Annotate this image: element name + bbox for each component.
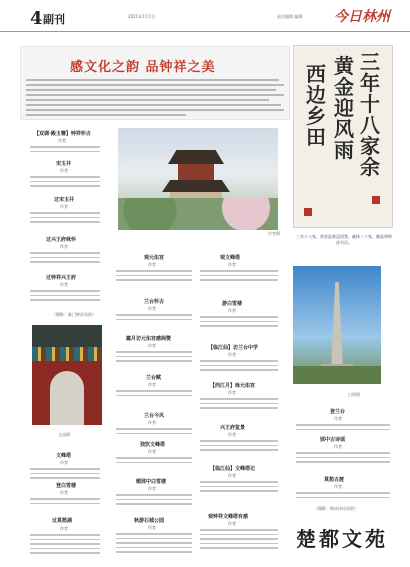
poem-title: 秋游石城公园 (134, 518, 165, 524)
newspaper-logo: 今日林州 (334, 9, 390, 25)
poem-author: 作者 (148, 525, 156, 530)
poem-title: 兴王府览景 (220, 425, 246, 431)
poem-author: 作者 (228, 390, 236, 395)
page-number: 4 (30, 8, 43, 29)
poem-title: 过莫愁湖 (52, 518, 73, 524)
poem-title: 莫愁古渡 (324, 477, 345, 483)
poem-title: 【西江月】咏元佑宫 (210, 383, 256, 389)
poem-author: 作者 (228, 521, 236, 526)
column-brand-title: 楚都文苑 (296, 527, 388, 551)
poem-title: 【临江仙】文峰塔记 (210, 466, 256, 472)
calligraphy-caption: 三年十八家，黄金迎着浸渍我。颜体三十家，颇是辨钟祥书法。 (296, 234, 392, 245)
poem-author: 作者 (148, 420, 156, 425)
poem-title: 兰台今风 (144, 413, 165, 419)
seal-mark (304, 208, 312, 216)
poem-title: 题郢中白雪楼 (136, 479, 167, 485)
photo-source-note: （摄影：钟祥诗词采供） (314, 506, 358, 511)
poem-author: 作者 (334, 444, 342, 449)
poem-title: 登兰台 (330, 409, 346, 415)
poem-title: 郢中古诗谣 (320, 437, 346, 443)
poem-author: 作者 (228, 262, 236, 267)
poem-author: 作者 (148, 306, 156, 311)
edit-info: 责任编辑 编辑 (277, 14, 303, 19)
poem-author: 作者 (148, 449, 156, 454)
poem-author: 作者 (148, 382, 156, 387)
poem-author: 作者 (334, 416, 342, 421)
poem-title: 宋玉井 (56, 161, 72, 167)
poem-title: 露月访元佑宫感阁赞 (126, 336, 172, 342)
poem-title: 观文峰塔 (220, 255, 241, 261)
poem-title: 登白雪楼 (56, 483, 77, 489)
poem-title: 独饮文峰塔 (140, 442, 166, 448)
poem-title: 观钟祥文峰塔有感 (208, 514, 249, 520)
temple-photo-caption: 文庙摄 (58, 432, 70, 437)
poem-title: 文峰塔 (56, 453, 72, 459)
poem-title: 【临江仙】访兰台中学 (208, 345, 259, 351)
pagoda-photo-caption: 白塔摄 (348, 392, 360, 397)
poem-author: 作者 (334, 484, 342, 489)
temple-photo (32, 325, 102, 425)
poem-author: 作者 (60, 168, 68, 173)
pagoda-photo (293, 266, 381, 384)
poem-author: 作者 (60, 460, 68, 465)
poem-title: 过宋玉井 (54, 197, 75, 203)
feature-intro-text (26, 79, 284, 117)
masthead (0, 0, 410, 32)
calligraphy-image: 三年十八家余 黄金迎风雨 西边乡田 (293, 45, 393, 228)
poem-author: 作者 (228, 352, 236, 357)
poem-author: 作者 (148, 486, 156, 491)
poem-author: 作者 (60, 490, 68, 495)
pavilion-photo-credit: 作者摄 (268, 231, 280, 236)
poem-title: 过钟祥兴王府 (46, 275, 77, 281)
poem-author: 作者 (60, 244, 68, 249)
poem-author: 作者 (58, 138, 66, 143)
feature-headline: 感文化之韵 品钟祥之美 (70, 60, 216, 75)
poem-title: 【双调·殿玉簪】钟祥怀古 (34, 131, 91, 137)
section-title: 副刊 (43, 13, 65, 26)
pavilion-photo (118, 128, 278, 230)
poem-author: 作者 (60, 282, 68, 287)
poem-author: 作者 (228, 308, 236, 313)
poem-title: 过兴王府咏怀 (46, 237, 77, 243)
poem-author: 作者 (228, 473, 236, 478)
poem-author: 作者 (228, 432, 236, 437)
poem-title: 兰台怀古 (144, 299, 165, 305)
seal-mark (372, 196, 380, 204)
issue-date: 2021年7月1日 (128, 14, 156, 19)
poem-author: 作者 (148, 343, 156, 348)
poem-author: 作者 (60, 204, 68, 209)
photo-source-note: （摄影：陈门钟祥采供） (52, 312, 96, 317)
poem-title: 兰台赋 (146, 375, 162, 381)
poem-author: 作者 (60, 526, 68, 531)
poem-title: 观元佑宫 (144, 255, 165, 261)
poem-title: 游白雪楼 (222, 301, 243, 307)
poem-author: 作者 (148, 262, 156, 267)
